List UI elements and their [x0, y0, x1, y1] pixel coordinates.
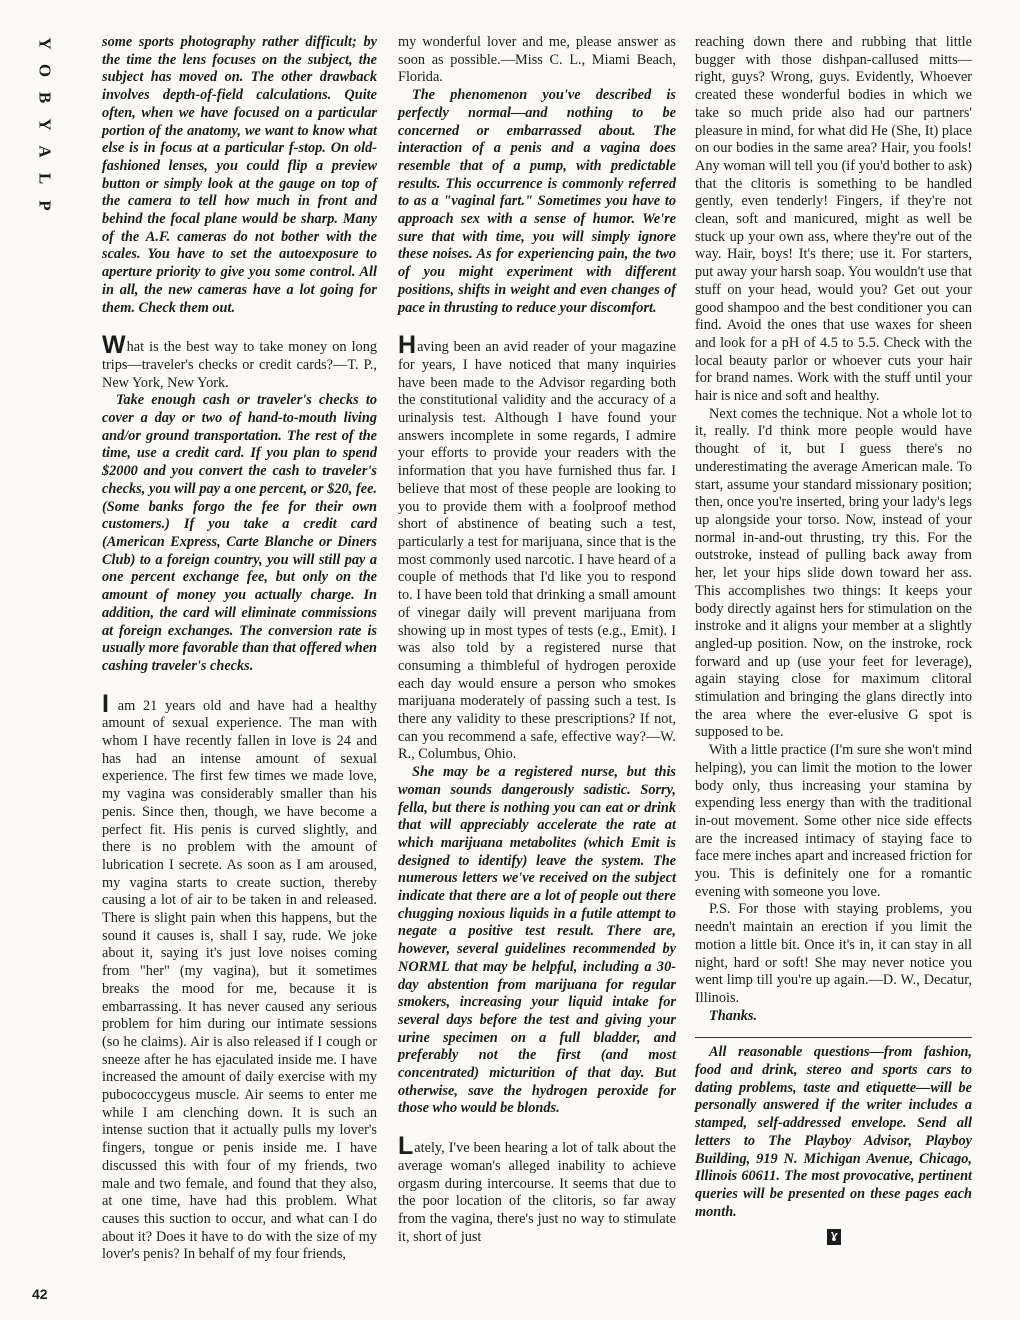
drop-cap: H [398, 331, 417, 360]
question-text: Next comes the technique. Not a whole lot to it, really. I'd think more people would have thought of it, but I guess there's no underestimating the average American male. To start, assume your standard missionary position; then, once you're inserted, bring your lady's legs up alongside your torso. Now, instead of your normal in-and-out thrusting, try this. For the outstroke, instead of pulling back away from her, let your hips slide down toward her ass. This accomplishes two things: It keeps your body directly against hers for stimulation on the instroke and it aligns your member at a slightly angled-up position. Now, on the instroke, rock forward and up (use your feet for leverage), again staying close for maximum clitoral stimulation and bringing the glans directly into the area where the ever-elusive G spot is supposed to be. [695, 405, 972, 741]
answer-text: Thanks. [709, 1007, 758, 1024]
question-text [102, 331, 377, 392]
name-letter: P [35, 200, 55, 211]
answer-text: The phenomenon you've described is perfectly normal—and nothing to be concerned or embarrassed about. The interaction of a penis and a vagina does resemble that of a pump, with predictable results. This occurrence is commonly referred to as a "vaginal fart." Sometimes you have to approach sex with a sense of humor. We're sure that with time, you will simply ignore these noises. As for experiencing pain, the two of you might experiment with different positions, shifts in weight and even changes of pace in thrusting to reduce your discomfort. [398, 87, 676, 316]
page-number: 42 [32, 1286, 48, 1302]
question-text [398, 1132, 676, 1246]
question-text [102, 689, 377, 1265]
drop-cap: L [398, 1132, 414, 1161]
column-1 [102, 34, 377, 1264]
name-letter: O [35, 63, 55, 78]
divider-rule [695, 1037, 972, 1038]
question-body: ately, I've been hearing a lot of talk about the average woman's alleged inability to achieve orgasm during intercourse. It seems that due to the poor location of the clitoris, so far away from the vagina, there's just no way to stimulate it, short of just [398, 1140, 676, 1245]
answer-text: Take enough cash or traveler's checks to cover a day or two of hand-to-mouth living and/or ground transportation. The rest of the time, use a credit card. If you plan to spend $2000 and you convert the cash to traveler's checks, you will pay a one percent, or $20, fee. (Some banks forgo the fee for their own customers.) If you take a credit card (American Express, Carte Blanche or Diners Club) to a foreign country, you will still pay a one percent exchange fee, but only on the amount of money you actually charge. In addition, the card will eliminate commissions at foreign exchanges. The conversion rate is usually more favorable than that offered when cashing traveler's checks. [102, 392, 377, 674]
question-body: am 21 years old and have had a healthy amount of sexual experience. The man with whom I have recently fallen in love is 24 and has had an intense amount of sexual experience. The first few times we made love, my vagina was considerably smaller than his penis. Since then, though, we have become a perfect fit. His penis is curved slightly, and there is no problem with the amount of lubrication I secrete. As soon as I am aroused, my vagina starts to create suction, thereby causing a lot of air to be taken in and released. There is slight pain when this happens, but the sound it causes is, shall I say, rude. We joke about it, saying it's just love noises coming from "her" (my vagina), but it sometimes breaks the mood for me, because it is embarrassing. It has never caused any serious problem for him during our intimate sessions (so he claims). Air is also released if I cough or sneeze after he has ejaculated inside me. I have increased the amount of daily exercise with my pubococcygeus muscle. Air seems to enter me while I am clenching down. It is such an intense suction that it actually pulls my lover's fingers, tongue or penis inside me. I have discussed this with four of my friends, two male and two female, and found that they also, at one time, have had this problem. What causes this suction to occur, and what can I do about it? Does it have to do with the size of my lover's penis? In behalf of my four friends, [102, 697, 377, 1263]
column-2 [398, 34, 676, 1246]
answer-text: some sports photography rather difficult; by the time the lens focuses on the subject, the subject has moved on. The other drawback involves depth-of-field calculations. Quite often, when we have focused on a particular portion of the anatomy, we want to know what else is in focus at a particular f-stop. On old-fashioned lenses, you could flip a preview button or simply look at the gauge on top of the camera to tell how much in front and behind the focal plane would be sharp. Many of the A.F. cameras do not bother with the scales. You have to set the autoexposure to aperture priority to give you some control. All in all, the new cameras have a lot going for them. Check them out. [102, 34, 377, 316]
name-letter: B [35, 91, 55, 104]
question-text: reaching down there and rubbing that little bugger with those dishpan-callused mitts—right, guys? Wrong, guys. Evidently, Whoever created these wonderful bodies in which we take so much pride also had our partners' pleasure in mind, for what did He (She, It) place on our bodies in the same area? Hair, you fools! Any woman will tell you (if you'd bother to ask) that the clitoris is something to be handled gently, even tenderly! Fingers, if they're not clean, soft and manicured, might as well be stuck up your own ass, where they're out of the way. Hair, boys! It's there; use it. For starters, put away your harsh soap. You wouldn't use that stuff on your head, would you? Get out your good shampoo and the best conditioner you can find. Avoid the ones that use waxes for sheen and look for a pH of 4.5 to 5.5. Check with the local beauty parlor or whoever cuts your hair for brand names. Work with the stuff until your hair is nice and soft and healthy. [695, 34, 972, 405]
rabbit-head-icon [827, 1229, 841, 1245]
question-text [398, 331, 676, 764]
name-letter: Y [35, 37, 55, 50]
question-text: my wonderful lover and me, please answer as soon as possible.—Miss C. L., Miami Beach, Florida. [398, 34, 676, 86]
question-body: hat is the best way to take money on long trips—traveler's checks or credit cards?—T. P., New York, New York. [102, 339, 377, 391]
name-letter: A [35, 145, 55, 158]
name-letter: L [35, 172, 55, 185]
magazine-name-vertical [30, 30, 60, 219]
column-3 [695, 34, 972, 1245]
drop-cap: I [102, 689, 109, 718]
submission-note: All reasonable questions—from fashion, food and drink, stereo and sports cars to dating problems, taste and etiquette—will be personally answered if the writer includes a stamped, self-addressed envelope. Send all letters to The Playboy Advisor, Playboy Building, 919 N. Michigan Avenue, Chicago, Illinois 60611. The most provocative, pertinent queries will be presented on these pages each month. [695, 1044, 972, 1220]
question-text: With a little practice (I'm sure she won't mind helping), you can limit the motion to the lower body only, thus increasing your stamina by expending less energy than with the traditional in-out movement. Some other nice side effects are the increased intimacy of staying face to face mere inches apart and increased friction for you. This is definitely one for a romantic evening with someone you love. [695, 742, 972, 900]
name-letter: Y [35, 118, 55, 131]
question-body: aving been an avid reader of your magazine for years, I have noticed that many inquiries have been made to the Advisor regarding both the constitutional validity and the accuracy of a urinalysis test. Although I have found your answers incomplete in some regards, I admire your efforts to provide your readers with the information that you have furnished thus far. I believe that most of these people are looking to you to provide them with a foolproof method short of abstinence of beating such a test, particularly a test for marijuana, since that is the most commonly used narcotic. I have heard of a couple of methods that I'd like you to respond to. I have been told that drinking a small amount of vinegar daily will prevent marijuana from showing up in most types of tests (e.g., Emit). I was also told by a registered nurse that consuming a thimbleful of hydrogen peroxide each day would ensure a person who smokes marijuana moderately of passing such a test. Is there any validity to these prescriptions? If not, can you recommend a safe, effective way?—W. R., Columbus, Ohio. [398, 339, 676, 763]
answer-text: She may be a registered nurse, but this woman sounds dangerously sadistic. Sorry, fella, but there is nothing you can eat or drink that will appreciably accelerate the rate at which marijuana metabolites (which Emit is designed to identify) leave the system. The numerous letters we've received on the subject indicate that there are a lot of people out there chugging noxious liquids in a futile attempt to negate a positive test result. There are, however, several guidelines recommended by NORML that may be helpful, including a 30-day abstention from marijuana for regular smokers, increasing your liquid intake for several days before the test and giving your urine specimen on a full bladder, and preferably not the first (and most concentrated) micturition of that day. But otherwise, save the hydrogen peroxide for those who would be blonds. [398, 764, 676, 1117]
drop-cap: W [102, 331, 126, 360]
question-text: P.S. For those with staying problems, you needn't maintain an erection if you limit the motion a little bit. Once it's in, it can stay in all night, hard or soft! She may never notice you went limp till you're up again.—D. W., Decatur, Illinois. [695, 901, 972, 1006]
